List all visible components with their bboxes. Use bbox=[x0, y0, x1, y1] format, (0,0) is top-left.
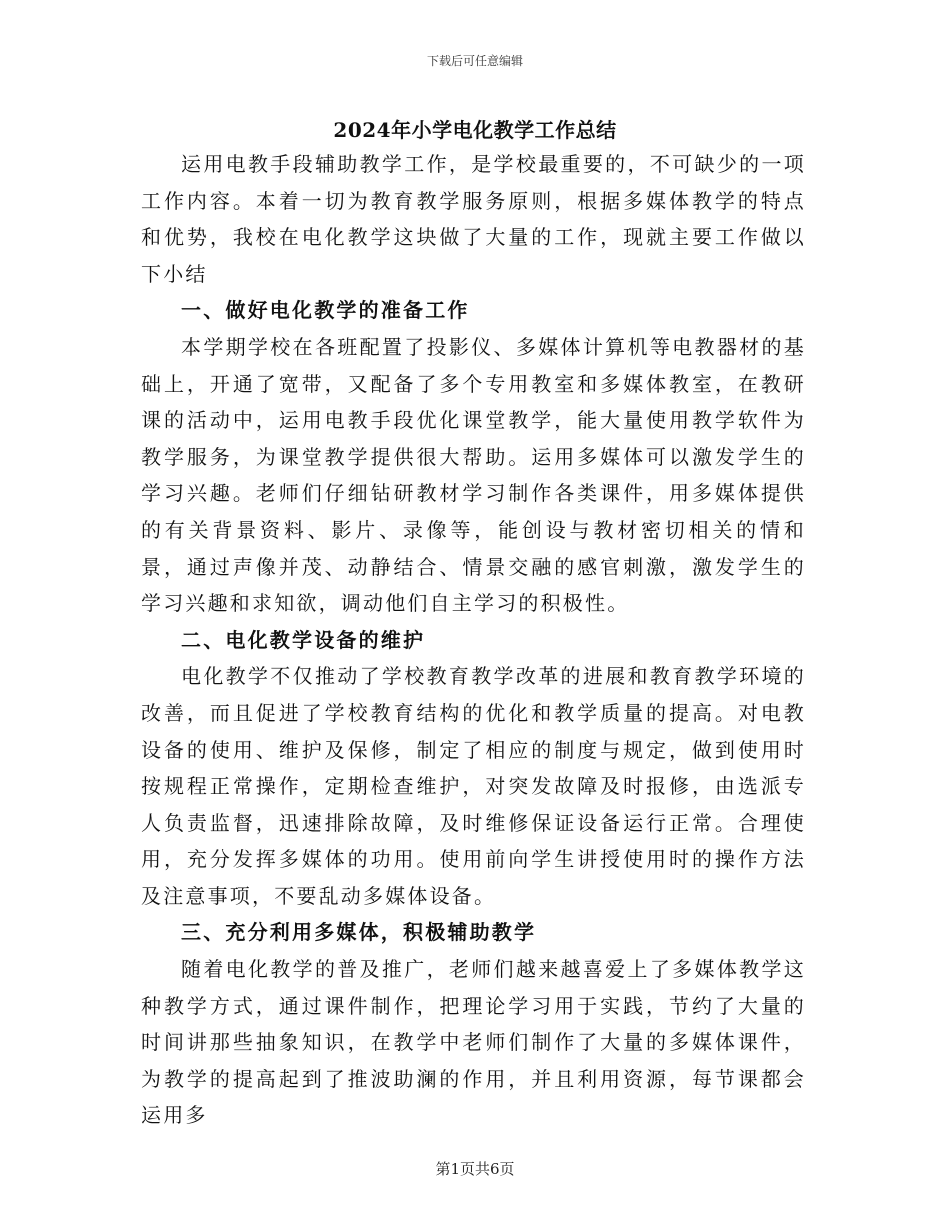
section-3-paragraph: 随着电化教学的普及推广，老师们越来越喜爱上了多媒体教学这种教学方式，通过课件制作，把理论学习用于实践，节约了大量的时间讲那些抽象知识，在教学中老师们制作了大量的多媒体课件，为教学的提高起到了推波助澜的作用，并且利用资源，每节课都会运用多 bbox=[141, 957, 806, 1128]
section-1-heading: 一、做好电化教学的准备工作 bbox=[181, 298, 470, 323]
section-1-paragraph: 本学期学校在各班配置了投影仪、多媒体计算机等电教器材的基础上，开通了宽带，又配备了多个专用教室和多媒体教室，在教研课的活动中，运用电教手段优化课堂教学，能大量使用教学软件为教学服务，为课堂教学提供很大帮助。运用多媒体可以激发学生的学习兴趣。老师们仔细钻研教材学习制作各类课件，用多媒体提供的有关背景资料、影片、录像等，能创设与教材密切相关的情和景，通过声像并茂、动静结合、情景交融的感官刺激，激发学生的学习兴趣和求知欲，调动他们自主学习的积极性。 bbox=[141, 334, 806, 616]
intro-paragraph: 运用电教手段辅助教学工作，是学校最重要的，不可缺少的一项工作内容。本着一切为教育教学服务原则，根据多媒体教学的特点和优势，我校在电化教学这块做了大量的工作，现就主要工作做以下小结 bbox=[141, 152, 806, 286]
section-3-heading: 三、充分利用多媒体，积极辅助教学 bbox=[181, 920, 537, 945]
page-number: 第1页共6页 bbox=[435, 1160, 515, 1178]
document-body bbox=[141, 146, 806, 1134]
page-header: 下载后可任意编辑 bbox=[426, 54, 523, 68]
document-title: 2024年小学电化教学工作总结 bbox=[333, 118, 617, 142]
section-2-heading: 二、电化教学设备的维护 bbox=[181, 627, 426, 652]
section-2-paragraph: 电化教学不仅推动了学校教育教学改革的进展和教育教学环境的改善，而且促进了学校教育结构的优化和教学质量的提高。对电教设备的使用、维护及保修，制定了相应的制度与规定，做到使用时按规程正常操作，定期检查维护，对突发故障及时报修，由选派专人负责监督，迅速排除故障，及时维修保证设备运行正常。合理使用，充分发挥多媒体的功用。使用前向学生讲授使用时的操作方法及注意事项，不要乱动多媒体设备。 bbox=[141, 664, 806, 908]
